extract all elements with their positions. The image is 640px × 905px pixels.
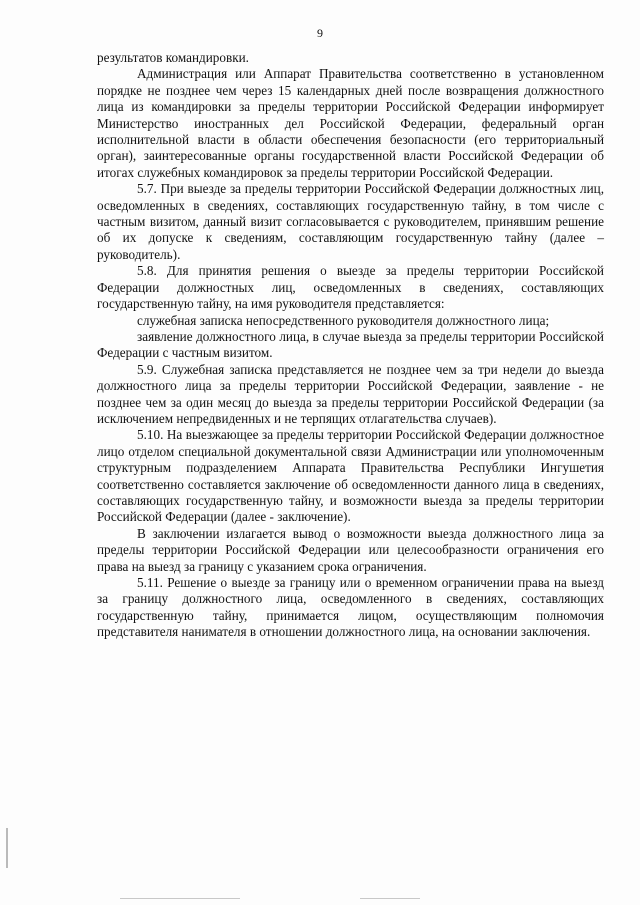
scan-artifact-bottom-line: [120, 898, 240, 899]
document-body: [97, 50, 604, 641]
scan-artifact-left-edge: [6, 828, 8, 868]
paragraph-5-7: 5.7. При выезде за пределы территории Российской Федерации должностных лиц, осведомленных в сведениях, составляющих государственную тайну, в том числе с частным визитом, данный визит согласовывается с руководителем, принявшим решение об их допуске к сведениям, составляющим государственную тайну (далее – руководитель).: [97, 181, 604, 262]
paragraph-5-8: 5.8. Для принятия решения о выезде за пределы территории Российской Федерации должностных лиц, осведомленных в сведениях, составляющих государственную тайну, на имя руководителя представляется:: [97, 263, 604, 312]
list-item-service-note: служебная записка непосредственного руководителя должностного лица;: [137, 312, 550, 328]
paragraph-5-9: 5.9. Служебная записка представляется не позднее чем за три недели до выезда должностного лица за пределы территории Российской Федерации, заявление - не позднее чем за один месяц до выезда за пределы территории Российской Федерации (за исключением непредвиденных и не терпящих отлагательства случаев).: [97, 361, 604, 426]
paragraph-5-11: 5.11. Решение о выезде за границу или о временном ограничении права на выезд за границу должностного лица, осведомленного в сведениях, составляющих государственную тайну, принимается лицом, осуществляющим полномочия представителя нанимателя в отношении должностного лица, на основании заключения.: [97, 575, 604, 640]
paragraph-5-10: 5.10. На выезжающее за пределы территории Российской Федерации должностное лицо отделом специальной документальной связи Администрации или уполномоченным структурным подразделением Аппарата Правительства Республики Ингушетия соответственно составляется заключение об осведомленности данного лица в сведениях, составляющих государственную тайну, и возможности выезда за пределы территории Российской Федерации (далее - заключение).: [97, 427, 604, 525]
paragraph-administration-informs: Администрация или Аппарат Правительства соответственно в установленном порядке не позднее чем через 15 календарных дней после возвращения должностного лица из командировки за пределы территории Российской Федерации информирует Министерство иностранных дел Российской Федерации, федеральный орган исполнительной власти в области обеспечения безопасности (его территориальный орган), заинтересованные органы государственной власти Российской Федерации об итогах служебных командировок за пределы территории Российской Федерации.: [97, 66, 604, 180]
paragraph-continuation: результатов командировки.: [97, 50, 249, 65]
list-item-application: заявление должностного лица, в случае выезда за пределы территории Российской Федерации с частным визитом.: [97, 328, 604, 361]
page-number: 9: [317, 26, 323, 40]
paragraph-conclusion: В заключении излагается вывод о возможности выезда должностного лица за пределы территории Российской Федерации или целесообразности ограничения его права на выезд за границу с указанием срока ограничения.: [97, 525, 604, 574]
scan-artifact-bottom-line: [360, 898, 420, 899]
